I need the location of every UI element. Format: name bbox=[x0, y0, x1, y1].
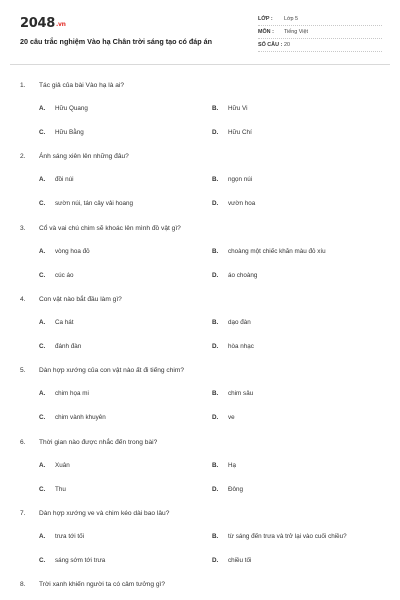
option-text: hòa nhạc bbox=[228, 343, 254, 350]
answer-option[interactable] bbox=[39, 390, 89, 397]
answer-option[interactable] bbox=[212, 414, 235, 421]
option-letter: B. bbox=[212, 176, 219, 183]
meta-value: 20 bbox=[284, 42, 290, 48]
option-text: Xuân bbox=[55, 462, 70, 469]
question-label: Trời xanh khiến người ta có cảm tưởng gì? bbox=[39, 581, 166, 588]
meta-value: Lớp 5 bbox=[284, 16, 299, 22]
document-title: 20 câu trắc nghiệm Vào hạ Chân trời sáng tạo có đáp án bbox=[20, 37, 213, 46]
question-text bbox=[20, 581, 165, 588]
question-number: 6. bbox=[20, 439, 26, 446]
answer-option[interactable] bbox=[39, 343, 81, 350]
option-text: trưa tới tối bbox=[55, 533, 84, 540]
question-number: 5. bbox=[20, 367, 26, 374]
logo-suffix: .vn bbox=[55, 21, 66, 28]
option-text: chiều tối bbox=[228, 557, 252, 564]
answer-option[interactable] bbox=[212, 272, 257, 279]
meta-row-class bbox=[258, 14, 382, 26]
question-label: Cổ và vai chú chim sẽ khoác lên mình đồ vật gì? bbox=[39, 225, 181, 232]
option-text: vòng hoa đỏ bbox=[55, 248, 90, 255]
option-text: cúc áo bbox=[55, 272, 74, 279]
question-label: Tác giả của bài Vào hạ là ai? bbox=[39, 82, 125, 89]
option-text: đồi núi bbox=[55, 176, 74, 183]
answer-option[interactable] bbox=[212, 248, 326, 255]
question-item bbox=[20, 82, 382, 146]
option-letter: D. bbox=[212, 129, 219, 136]
option-letter: A. bbox=[39, 176, 46, 183]
question-text bbox=[20, 153, 129, 160]
option-letter: A. bbox=[39, 533, 46, 540]
option-text: Ca hát bbox=[55, 319, 74, 326]
option-letter: A. bbox=[39, 319, 46, 326]
answer-option[interactable] bbox=[212, 557, 251, 564]
option-text: choàng một chiếc khăn màu đỏ xíu bbox=[228, 248, 326, 255]
option-text: chim sâu bbox=[228, 390, 254, 397]
option-letter: B. bbox=[212, 390, 219, 397]
question-item bbox=[20, 153, 382, 217]
option-text: Thu bbox=[55, 486, 66, 493]
question-number: 4. bbox=[20, 296, 26, 303]
question-text bbox=[20, 82, 124, 89]
question-label: Dàn hợp xướng ve và chim kéo dài bao lâu? bbox=[39, 510, 170, 517]
answer-option[interactable] bbox=[212, 319, 251, 326]
option-letter: A. bbox=[39, 248, 46, 255]
option-letter: B. bbox=[212, 248, 219, 255]
meta-row-subject bbox=[258, 27, 382, 39]
answer-option[interactable] bbox=[39, 557, 105, 564]
option-letter: B. bbox=[212, 533, 219, 540]
question-text bbox=[20, 439, 157, 446]
option-text: Hữu Vi bbox=[228, 105, 248, 112]
document-header bbox=[20, 14, 382, 58]
answer-option[interactable] bbox=[39, 462, 70, 469]
answer-option[interactable] bbox=[39, 272, 74, 279]
question-text bbox=[20, 296, 122, 303]
meta-value: Tiếng Việt bbox=[284, 29, 308, 35]
answer-option[interactable] bbox=[212, 200, 255, 207]
option-text: Hữu Quang bbox=[55, 105, 88, 112]
option-text: từ sáng đến trưa và trở lại vào cuối chiều? bbox=[228, 533, 347, 540]
option-letter: B. bbox=[212, 462, 219, 469]
option-text: chim họa mi bbox=[55, 390, 89, 397]
answer-option[interactable] bbox=[212, 533, 347, 540]
question-item bbox=[20, 439, 382, 503]
answer-option[interactable] bbox=[39, 533, 84, 540]
question-label: Con vật nào bắt đầu làm gì? bbox=[39, 296, 122, 303]
question-item bbox=[20, 225, 382, 289]
option-letter: D. bbox=[212, 557, 219, 564]
question-text bbox=[20, 367, 184, 374]
meta-key: SỐ CÂU : bbox=[258, 42, 283, 48]
option-text: dạo đàn bbox=[228, 319, 251, 326]
question-text bbox=[20, 510, 169, 517]
question-label: Dàn hợp xướng của con vật nào ất đi tiếng chim? bbox=[39, 367, 185, 374]
option-letter: C. bbox=[39, 486, 46, 493]
question-label: Ánh sáng xiên lên những đâu? bbox=[39, 153, 129, 160]
option-text: ve bbox=[228, 414, 235, 421]
answer-option[interactable] bbox=[39, 129, 84, 136]
question-number: 8. bbox=[20, 581, 26, 588]
option-letter: A. bbox=[39, 105, 46, 112]
answer-option[interactable] bbox=[212, 343, 254, 350]
option-letter: D. bbox=[212, 200, 219, 207]
option-text: Đông bbox=[228, 486, 244, 493]
option-text: ngọn núi bbox=[228, 176, 253, 183]
option-letter: D. bbox=[212, 414, 219, 421]
question-number: 7. bbox=[20, 510, 26, 517]
option-letter: C. bbox=[39, 343, 46, 350]
question-item bbox=[20, 510, 382, 574]
answer-option[interactable] bbox=[39, 414, 106, 421]
question-item bbox=[20, 296, 382, 360]
answer-option[interactable] bbox=[212, 176, 252, 183]
option-letter: D. bbox=[212, 486, 219, 493]
option-letter: A. bbox=[39, 462, 46, 469]
answer-option[interactable] bbox=[212, 390, 253, 397]
option-text: Hữu Bằng bbox=[55, 129, 84, 136]
question-item bbox=[20, 367, 382, 431]
option-text: chim vành khuyên bbox=[55, 414, 106, 421]
option-letter: D. bbox=[212, 272, 219, 279]
option-letter: C. bbox=[39, 200, 46, 207]
option-text: sườn núi, tán cây vải hoang bbox=[55, 200, 134, 207]
answer-option[interactable] bbox=[39, 248, 90, 255]
meta-key: MÔN : bbox=[258, 29, 274, 35]
option-text: Hạ bbox=[228, 462, 237, 469]
option-text: sáng sớm tới trưa bbox=[55, 557, 106, 564]
meta-key: LỚP : bbox=[258, 16, 273, 22]
option-text: Hữu Chí bbox=[228, 129, 252, 136]
option-letter: C. bbox=[39, 272, 46, 279]
site-logo[interactable] bbox=[20, 16, 66, 31]
option-text: đánh đàn bbox=[55, 343, 82, 350]
question-number: 1. bbox=[20, 82, 26, 89]
answer-option[interactable] bbox=[212, 129, 252, 136]
logo-text: 2048 bbox=[20, 16, 55, 31]
answer-option[interactable] bbox=[212, 105, 248, 112]
option-letter: B. bbox=[212, 105, 219, 112]
answer-option[interactable] bbox=[212, 486, 243, 493]
question-item bbox=[20, 581, 382, 595]
option-text: vườn hoa bbox=[228, 200, 256, 207]
header-divider bbox=[10, 64, 390, 65]
answer-option[interactable] bbox=[39, 200, 133, 207]
option-letter: C. bbox=[39, 414, 46, 421]
option-letter: A. bbox=[39, 390, 46, 397]
question-number: 2. bbox=[20, 153, 26, 160]
answer-option[interactable] bbox=[39, 319, 74, 326]
answer-option[interactable] bbox=[39, 486, 66, 493]
option-letter: B. bbox=[212, 319, 219, 326]
question-label: Thời gian nào được nhắc đến trong bài? bbox=[39, 439, 158, 446]
option-letter: C. bbox=[39, 129, 46, 136]
option-text: áo choàng bbox=[228, 272, 258, 279]
question-number: 3. bbox=[20, 225, 26, 232]
document-meta bbox=[258, 14, 382, 53]
answer-option[interactable] bbox=[212, 462, 236, 469]
answer-option[interactable] bbox=[39, 105, 88, 112]
answer-option[interactable] bbox=[39, 176, 74, 183]
option-letter: D. bbox=[212, 343, 219, 350]
question-text bbox=[20, 225, 181, 232]
meta-row-count bbox=[258, 40, 382, 52]
option-letter: C. bbox=[39, 557, 46, 564]
